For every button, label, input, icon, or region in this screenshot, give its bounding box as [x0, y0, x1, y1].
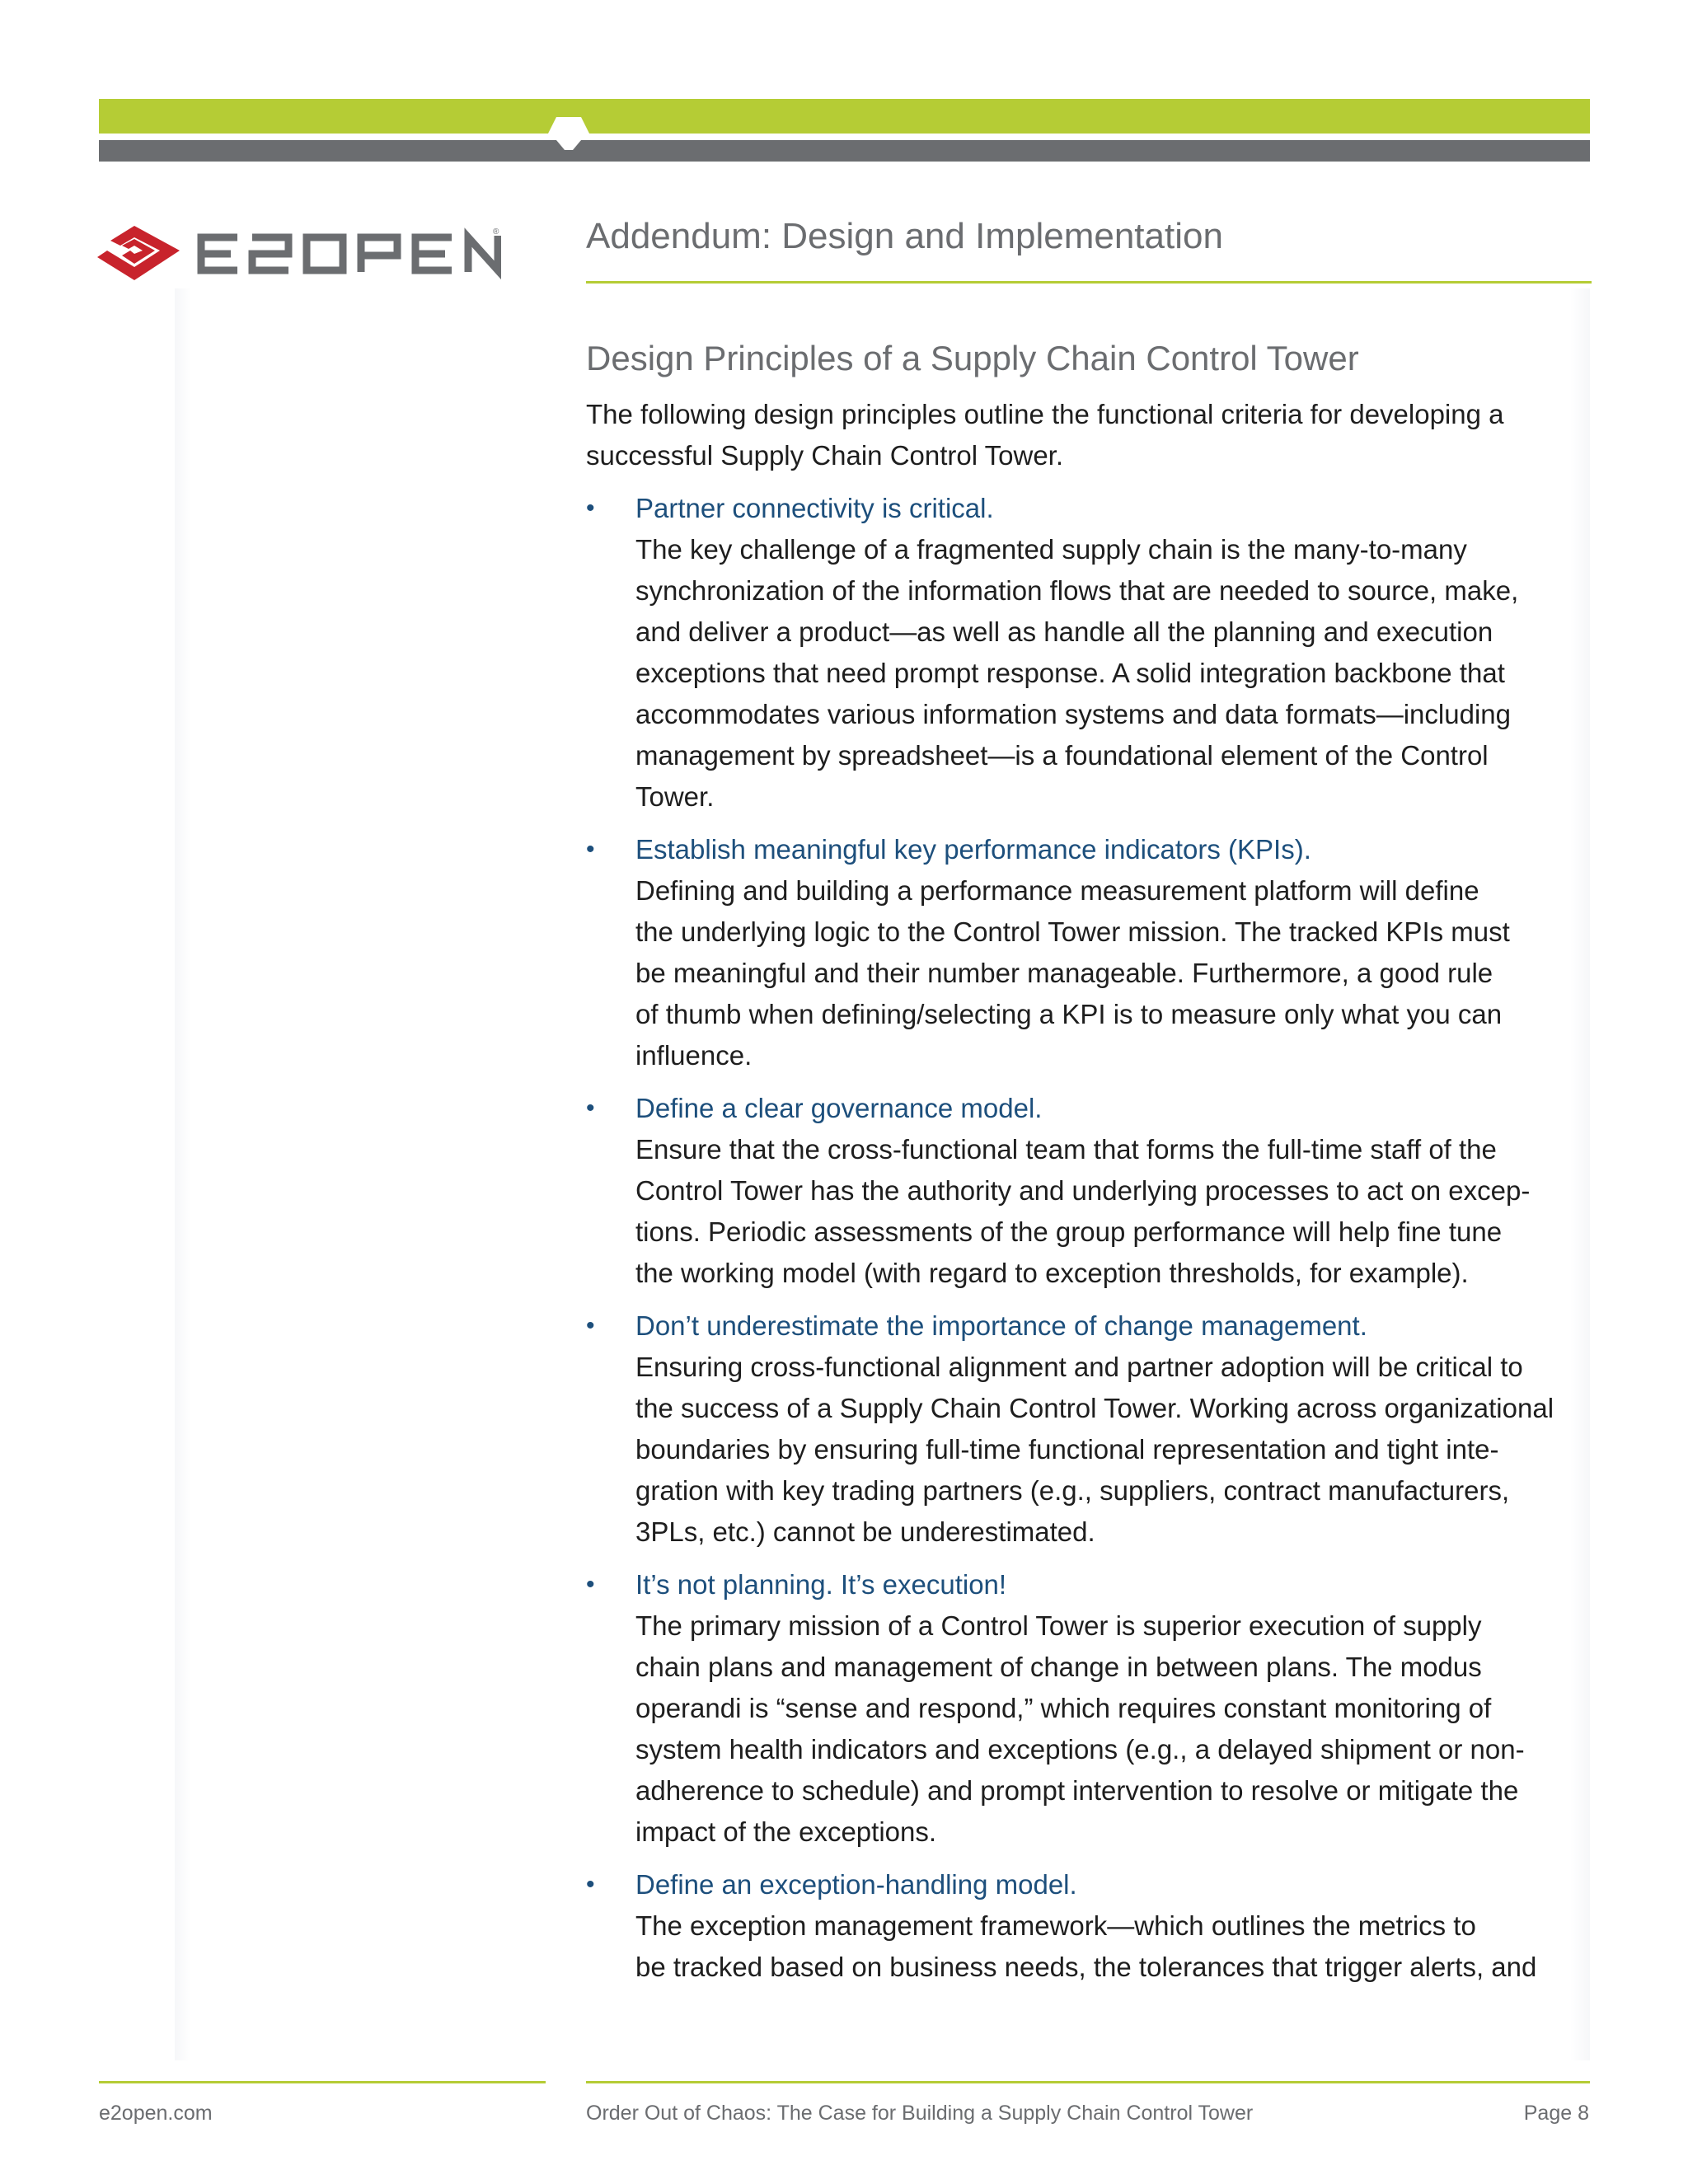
- bullet-body: [635, 1605, 1587, 1853]
- body-line: adherence to schedule) and prompt intervention to resolve or mitigate the: [635, 1775, 1519, 1806]
- body-line: chain plans and management of change in between plans. The modus: [635, 1652, 1482, 1682]
- body-line: the success of a Supply Chain Control Tower. Working across organizational: [635, 1393, 1554, 1423]
- svg-text:®: ®: [493, 227, 499, 237]
- body-line: impact of the exceptions.: [635, 1816, 937, 1847]
- body-line: The exception management framework—which outlines the metrics to: [635, 1910, 1476, 1941]
- bullet-icon: •: [586, 1571, 595, 1598]
- bullet-heading: It’s not planning. It’s execution!: [635, 1569, 1007, 1600]
- intro-line: The following design principles outline the functional criteria for developing a: [586, 399, 1504, 429]
- body-line: 3PLs, etc.) cannot be underestimated.: [635, 1516, 1095, 1547]
- body-line: operandi is “sense and respond,” which requires constant monitoring of: [635, 1693, 1492, 1723]
- body-line: tions. Periodic assessments of the group performance will help fine tune: [635, 1216, 1503, 1247]
- body-line: The key challenge of a fragmented supply chain is the many-to-many: [635, 534, 1467, 565]
- body-line: Control Tower has the authority and underlying processes to act on excep-: [635, 1175, 1531, 1206]
- bullet-icon: •: [586, 1094, 595, 1122]
- bullet-body: [635, 1905, 1587, 1988]
- e2open-logo: [97, 221, 501, 287]
- list-item: [586, 1305, 1587, 1553]
- body-line: gration with key trading partners (e.g., suppliers, contract manufacturers,: [635, 1475, 1510, 1506]
- body-line: be tracked based on business needs, the tolerances that trigger alerts, and: [635, 1952, 1537, 1982]
- bullet-icon: •: [586, 1871, 595, 1898]
- body-line: Defining and building a performance measurement platform will define: [635, 875, 1479, 906]
- body-line: accommodates various information systems and data formats—including: [635, 699, 1511, 729]
- list-item: [586, 488, 1587, 818]
- footer-divider-right: [586, 2081, 1590, 2083]
- footer-document-title: Order Out of Chaos: The Case for Building a Supply Chain Control Tower: [586, 2102, 1254, 2125]
- list-item: [586, 1564, 1587, 1853]
- section-divider: [586, 281, 1592, 284]
- logo-wordmark: [201, 236, 498, 272]
- list-item: [586, 1864, 1587, 1988]
- bullet-heading: Partner connectivity is critical.: [635, 493, 994, 523]
- body-line: Ensure that the cross-functional team that forms the full-time staff of the: [635, 1134, 1497, 1165]
- list-item: [586, 829, 1587, 1076]
- body-line: influence.: [635, 1040, 753, 1071]
- bullet-icon: •: [586, 494, 595, 522]
- banner-notch-icon: [540, 114, 598, 150]
- bullet-body: [635, 870, 1587, 1076]
- body-line: and deliver a product—as well as handle all the planning and execution: [635, 616, 1493, 647]
- body-line: Ensuring cross-functional alignment and partner adoption will be critical to: [635, 1352, 1523, 1382]
- bullet-icon: •: [586, 1312, 595, 1339]
- body-line: boundaries by ensuring full-time functional representation and tight inte-: [635, 1434, 1499, 1465]
- bullet-body: [635, 1129, 1587, 1294]
- bullet-icon: •: [586, 836, 595, 863]
- intro-paragraph: [586, 394, 1587, 476]
- top-banner-green-bar: [99, 99, 1590, 134]
- body-line: management by spreadsheet—is a foundational element of the Control: [635, 740, 1489, 771]
- bullet-heading: Define an exception-handling model.: [635, 1869, 1077, 1900]
- footer-website-link[interactable]: e2open.com: [99, 2102, 213, 2125]
- body-line: synchronization of the information flows that are needed to source, make,: [635, 575, 1519, 606]
- principles-list: [586, 488, 1587, 1988]
- body-line: the underlying logic to the Control Tower mission. The tracked KPIs must: [635, 916, 1510, 947]
- body-line: The primary mission of a Control Tower is superior execution of supply: [635, 1610, 1482, 1641]
- footer-page-number: Page 8: [1523, 2102, 1589, 2125]
- logo-mark-icon: [97, 226, 180, 280]
- bullet-heading: Define a clear governance model.: [635, 1093, 1043, 1123]
- intro-line: successful Supply Chain Control Tower.: [586, 440, 1064, 471]
- body-line: Tower.: [635, 781, 715, 812]
- bullet-body: [635, 529, 1587, 818]
- footer-divider-left: [99, 2081, 546, 2083]
- body-line: the working model (with regard to exception thresholds, for example).: [635, 1258, 1469, 1288]
- bullet-heading: Don’t underestimate the importance of change management.: [635, 1310, 1367, 1341]
- body-line: system health indicators and exceptions (e.g., a delayed shipment or non-: [635, 1734, 1525, 1765]
- bullet-body: [635, 1347, 1587, 1553]
- section-title: Addendum: Design and Implementation: [586, 216, 1223, 256]
- top-banner-gray-bar: [99, 140, 1590, 162]
- list-item: [586, 1088, 1587, 1294]
- body-line: exceptions that need prompt response. A solid integration backbone that: [635, 658, 1505, 688]
- page-heading: Design Principles of a Supply Chain Control Tower: [586, 339, 1359, 377]
- bullet-heading: Establish meaningful key performance indicators (KPIs).: [635, 834, 1311, 865]
- main-content: [586, 336, 1587, 1999]
- body-line: be meaningful and their number manageable. Furthermore, a good rule: [635, 958, 1493, 988]
- body-line: of thumb when defining/selecting a KPI is to measure only what you can: [635, 999, 1503, 1029]
- left-panel-shade: [175, 288, 191, 2060]
